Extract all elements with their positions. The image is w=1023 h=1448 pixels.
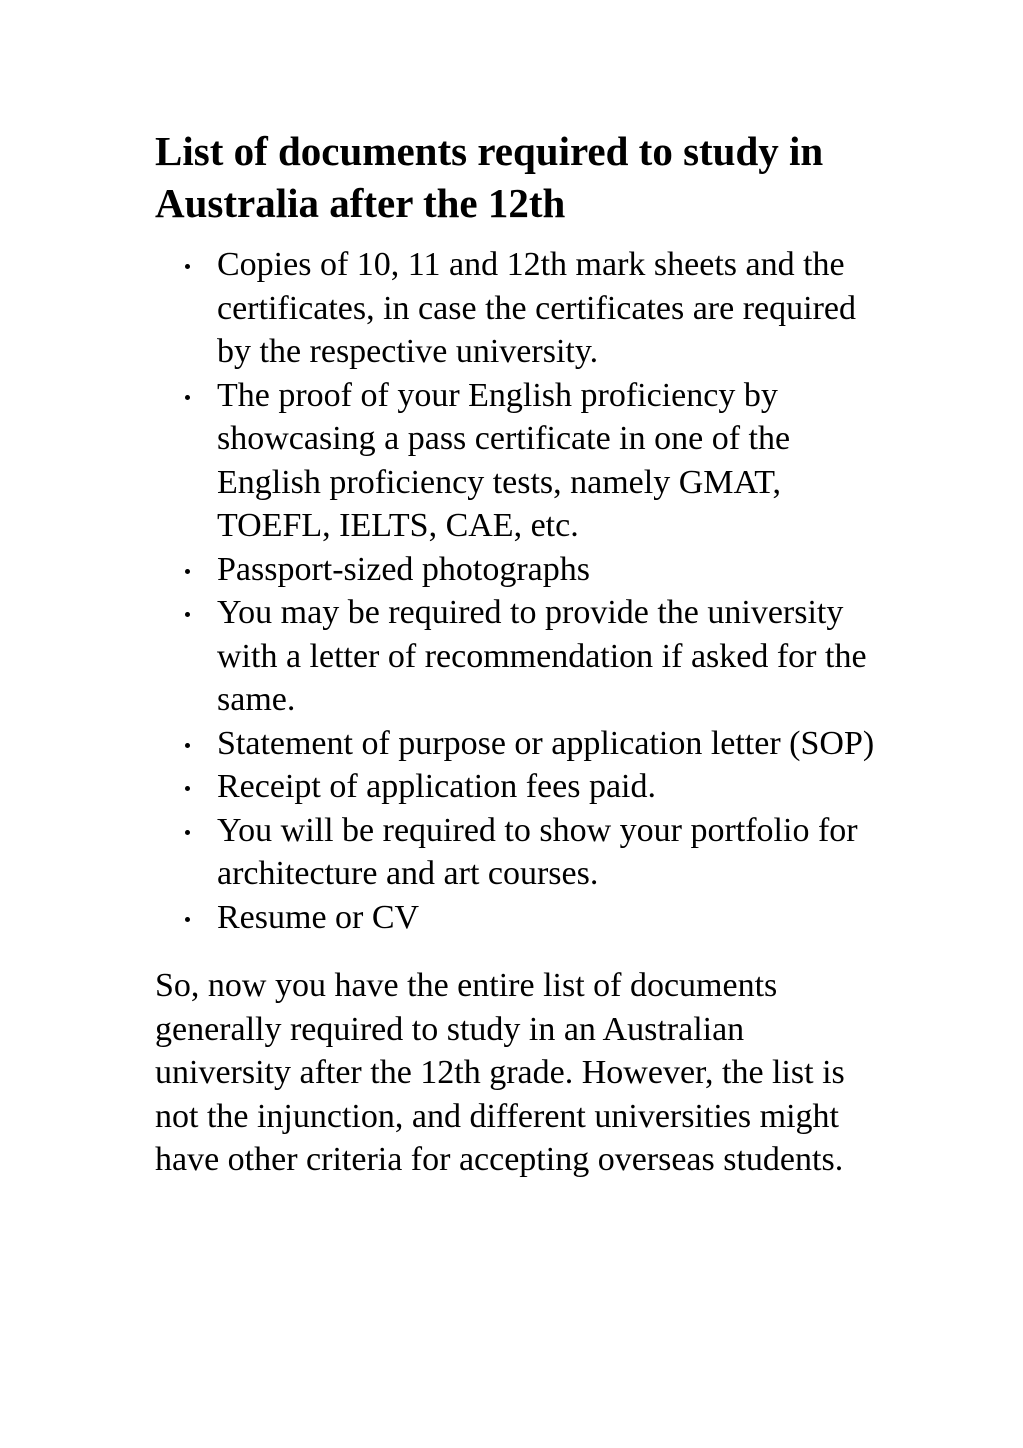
page-title: List of documents required to study in Australia after the 12th	[155, 128, 824, 226]
list-item-text: Copies of 10, 11 and 12th mark sheets and the certificates, in case the certificates are required by the respective university.	[217, 246, 856, 370]
documents-list	[155, 243, 875, 939]
document-page	[155, 125, 875, 1182]
bullet-icon	[185, 830, 190, 835]
bullet-icon	[185, 743, 190, 748]
list-item-text: The proof of your English proficiency by showcasing a pass certificate in one of the English proficiency tests, namely GMAT, TOEFL, IELTS, CAE, etc.	[217, 376, 791, 544]
list-item	[155, 548, 877, 592]
list-item-text: Resume or CV	[217, 898, 420, 936]
list-item	[155, 591, 877, 722]
bullet-icon	[185, 786, 190, 791]
list-item-text: Statement of purpose or application letter (SOP)	[217, 724, 875, 762]
list-item	[155, 896, 877, 940]
list-item	[155, 374, 877, 548]
list-item	[155, 243, 877, 374]
list-item-text: Passport-sized photographs	[217, 550, 591, 588]
list-item	[155, 722, 877, 766]
list-item	[155, 809, 877, 896]
closing-paragraph: So, now you have the entire list of documents generally required to study in an Australian university after the 12th grade. However, the list is not the injunction, and different universities might have other criteria for accepting overseas students.	[155, 967, 845, 1178]
bullet-icon	[185, 612, 190, 617]
list-item-text: Receipt of application fees paid.	[217, 768, 656, 805]
list-item	[155, 765, 877, 809]
bullet-icon	[185, 569, 190, 574]
bullet-icon	[185, 395, 190, 400]
bullet-icon	[185, 264, 190, 269]
list-item-text: You may be required to provide the university with a letter of recommendation if asked for the same.	[217, 594, 867, 718]
bullet-icon	[185, 917, 190, 922]
list-item-text: You will be required to show your portfolio for architecture and art courses.	[217, 811, 858, 892]
